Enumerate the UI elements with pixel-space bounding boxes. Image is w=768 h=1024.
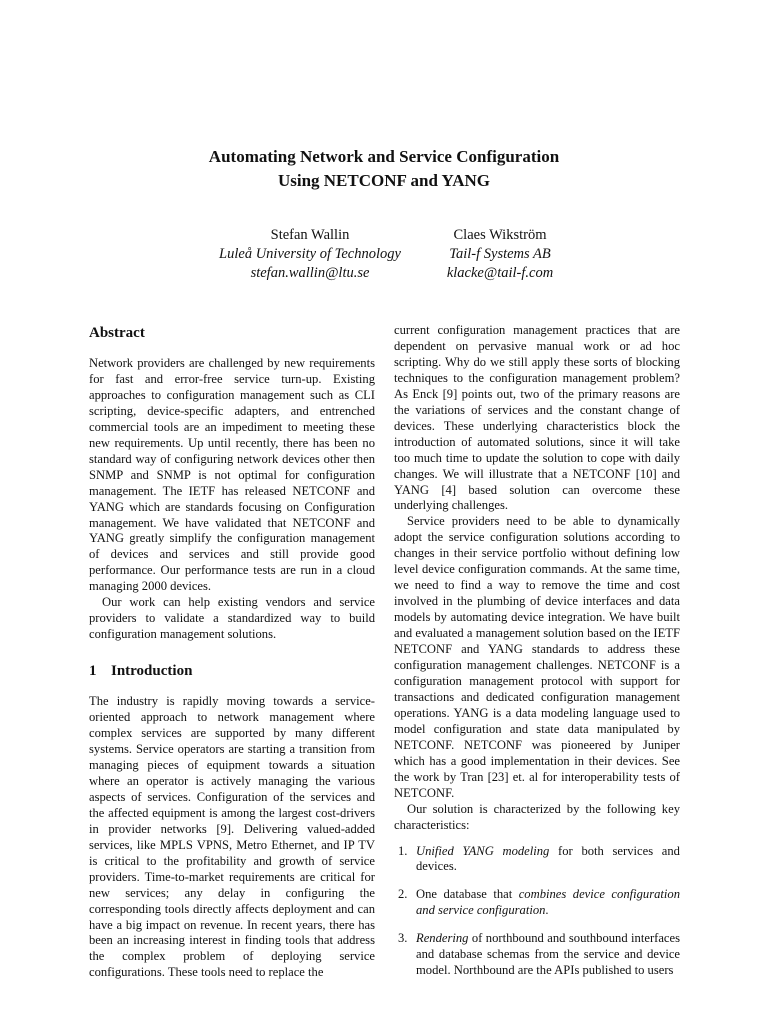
introduction-heading xyxy=(89,661,375,681)
list-marker: 1. xyxy=(398,843,408,858)
list-emphasis: combines device configuration and service configuration xyxy=(416,887,680,918)
characteristics-list xyxy=(394,844,680,980)
abstract-paragraph-2: Our work can help existing vendors and service providers to validate a standardized way to build configuration management solutions. xyxy=(89,595,375,642)
author-affiliation: Tail-f Systems AB xyxy=(449,246,551,262)
section-title: Introduction xyxy=(111,663,193,680)
list-text: for both services and devices. xyxy=(416,843,680,874)
title-line-1: Automating Network and Service Configuration xyxy=(208,147,560,166)
author-affiliation: Luleå University of Technology xyxy=(219,246,401,262)
section-number: 1 xyxy=(89,663,97,680)
list-marker: 3. xyxy=(398,931,408,946)
list-item xyxy=(394,931,680,979)
left-column xyxy=(89,323,375,981)
list-text: of northbound and southbound interfaces and database schemas from the service and device model. Northbound are the APIs published to users xyxy=(416,931,680,978)
abstract-heading: Abstract xyxy=(89,325,145,341)
intro-paragraph-2: Service providers need to be able to dynamically adopt the service configuration solutions according to changes in their service portfolio without defining low level device configuration commands. At the same time, we need to find a way to remove the time and cost involved in the plumbing of device interfaces and data models by automating device integration. We have built and evaluated a management solution based on the IETF NETCONF and YANG standards to address these configuration management challenges. NETCONF is a configuration management protocol with support for transactions and dedicated configuration management operations. YANG is a data modeling language used to model configuration and state data manipulated by NETCONF. NETCONF was pioneered by Juniper which has a good implementation in their devices. See the work by Tran [23] et. al for interoperability tests of NETCONF. xyxy=(394,514,680,800)
abstract-paragraph-1: Network providers are challenged by new requirements for fast and error-free service turn-up. Existing approaches to configuration management such as CLI scripting, device-specific adapters, and entrenched commercial tools are an impediment to meeting these new requirements. Up until recently, there has been no standard way of configuring network devices other then SNMP and SNMP is not optimal for configuration management. The IETF has released NETCONF and YANG which are standards focusing on Configuration management. We have validated that NETCONF and YANG greatly simplify the configuration management of devices and services and still provide good performance. Our performance tests are run in a cloud managing 2000 devices. xyxy=(89,356,375,594)
list-item xyxy=(394,887,680,919)
author-email: stefan.wallin@ltu.se xyxy=(250,265,370,281)
intro-paragraph-1-continued: current configuration management practices that are dependent on pervasive manual work or ad hoc scripting. Why do we still apply these sorts of blocking techniques to the configuration management problem? As Enck [9] points out, two of the primary reasons are the variations of services and the constant change of devices. These underlying characteristics block the introduction of automated solutions, since it will take too much time to update the solution to cope with daily changes. We will illustrate that a NETCONF [10] and YANG [4] based solution can overcome these underlying challenges. xyxy=(394,323,680,513)
list-emphasis: Unified YANG modeling xyxy=(416,843,550,858)
author-name: Stefan Wallin xyxy=(270,227,350,243)
author-block-2 xyxy=(400,226,600,283)
intro-paragraph-3: Our solution is characterized by the following key characteristics: xyxy=(394,801,680,832)
paper-title xyxy=(0,145,768,193)
list-emphasis: Rendering xyxy=(416,931,469,946)
list-text-pre: One database that xyxy=(416,887,519,902)
list-text: . xyxy=(545,903,549,918)
list-marker: 2. xyxy=(398,887,408,902)
author-name: Claes Wikström xyxy=(453,227,547,243)
intro-paragraph-1: The industry is rapidly moving towards a service-oriented approach to network management where complex services are supported by many different systems. Service operators are starting a transition from managing pieces of equipment towards a situation where an operator is actively managing the various aspects of services. Configuration of the services and the affected equipment is among the largest cost-drivers in provider networks [9]. Delivering valued-added services, like MPLS VPNS, Metro Ethernet, and IP TV is critical to the profitability and growth of service providers. Time-to-market requirements are critical for new services; any delay in configuring the corresponding tools directly affects deployment and can have a big impact on revenue. In recent years, there has been an increasing interest in finding tools that address the complex problem of deploying service configurations. These tools need to replace the xyxy=(89,694,375,980)
author-email: klacke@tail-f.com xyxy=(446,265,554,281)
list-item xyxy=(394,844,680,876)
title-line-2: Using NETCONF and YANG xyxy=(277,171,491,190)
right-column xyxy=(394,323,680,991)
